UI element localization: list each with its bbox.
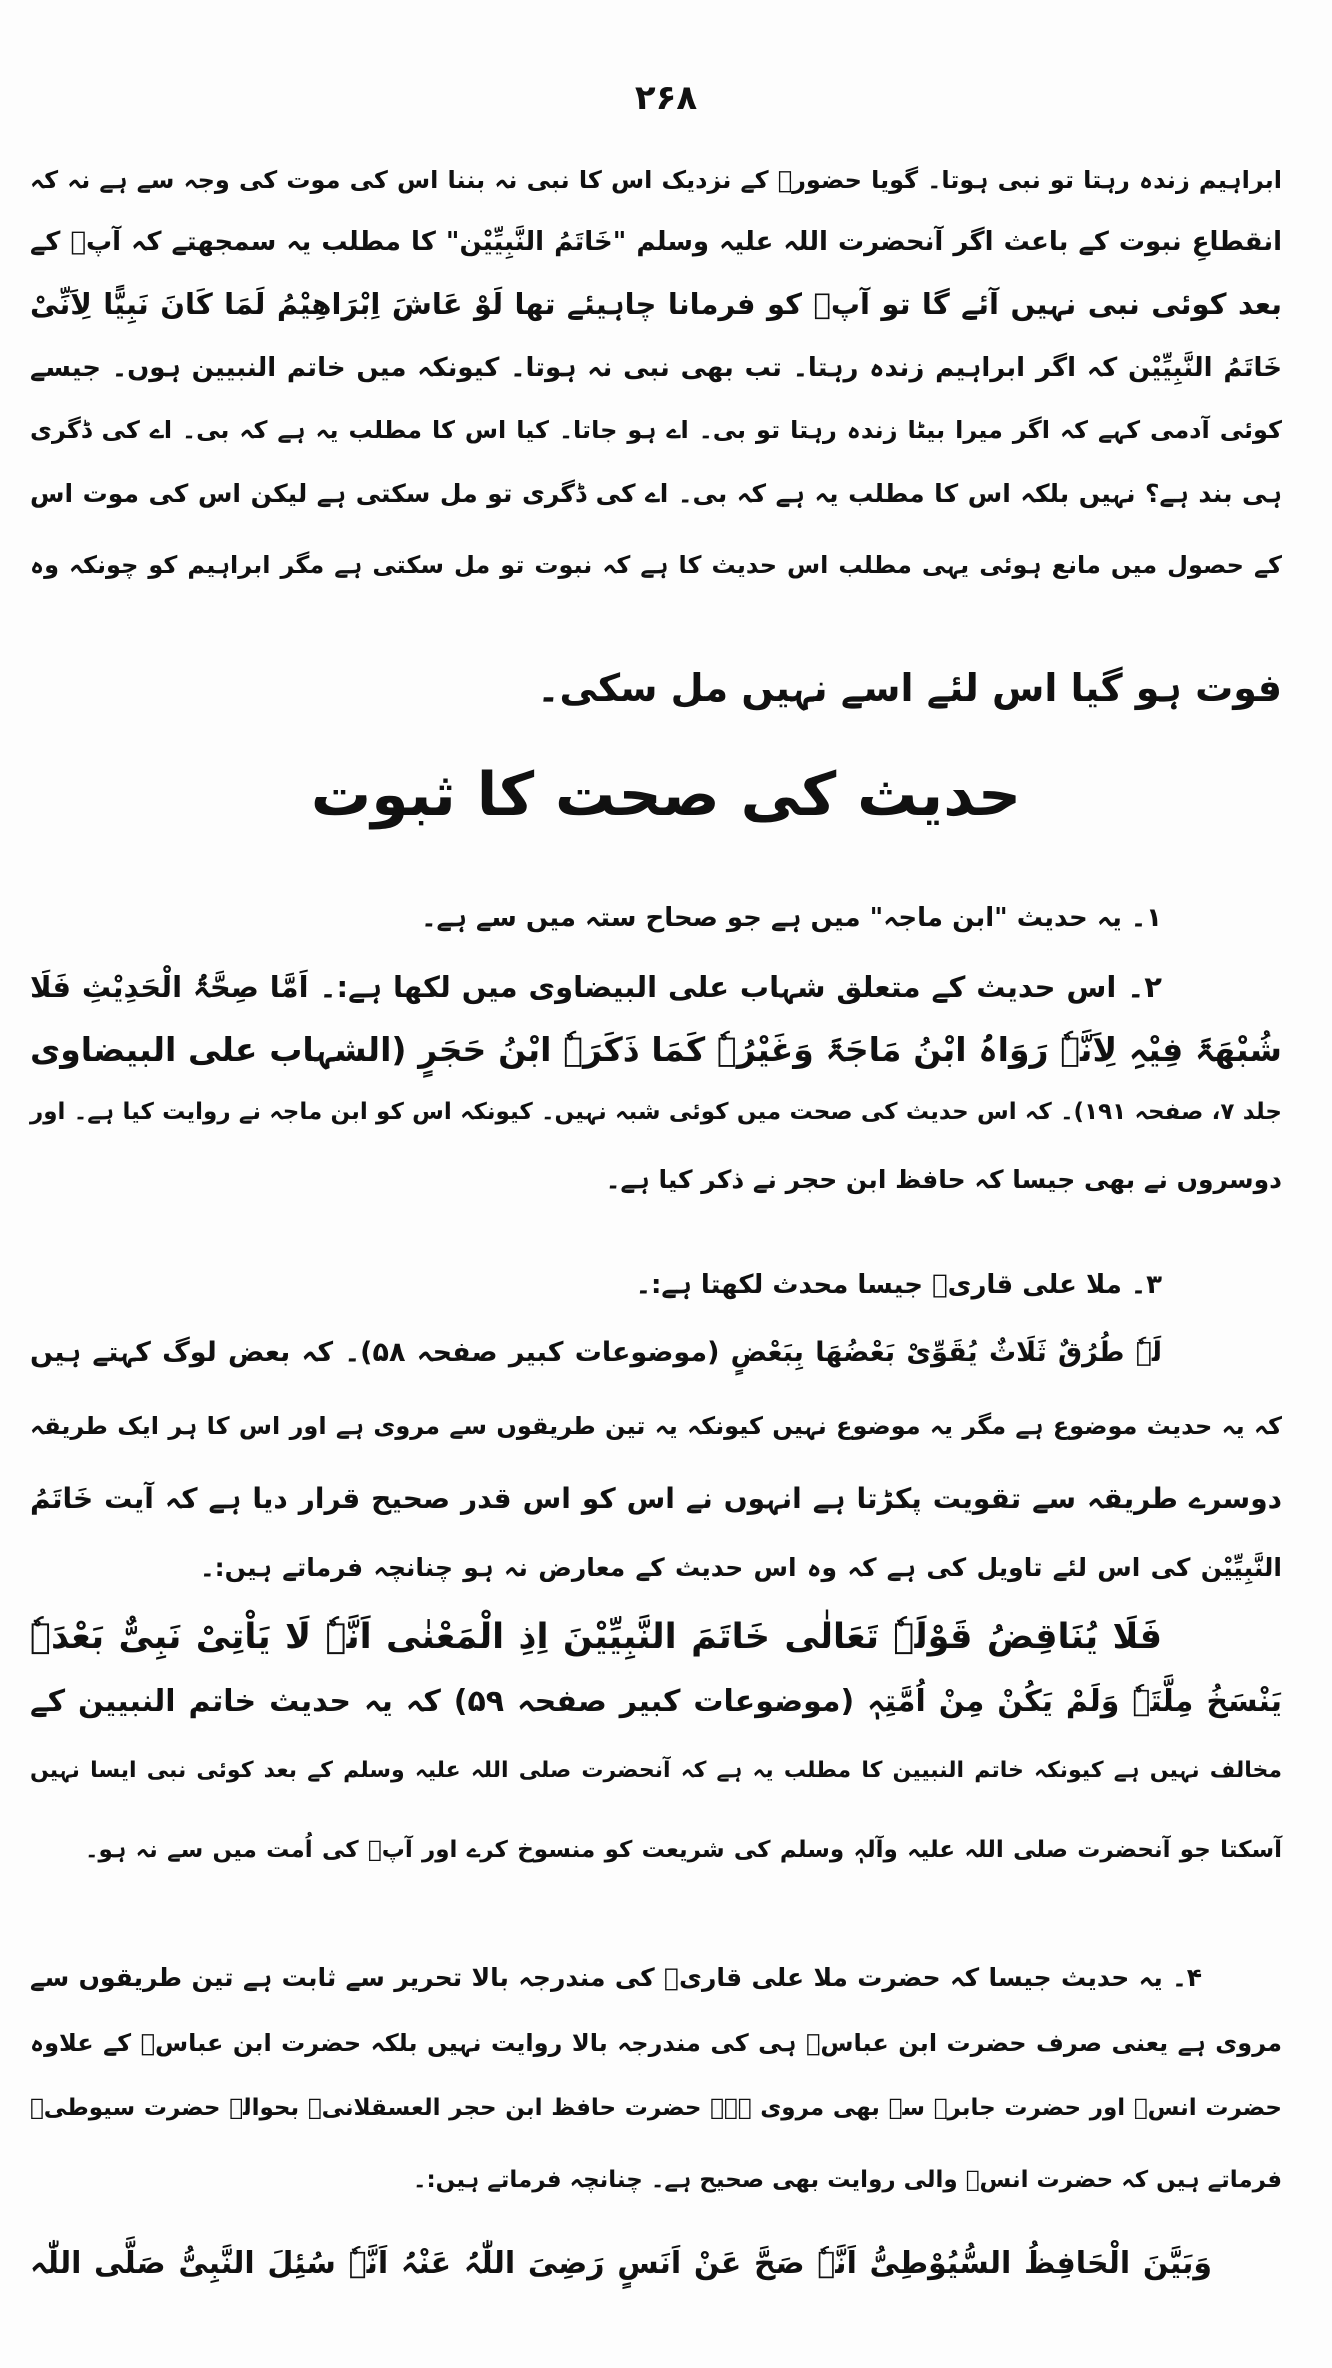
text-line: کے حصول میں مانع ہوئی یہی مطلب اس حدیث کا ہے کہ نبوت تو مل سکتی ہے مگر ابراہیم کو چونکہ وہ xyxy=(30,551,1282,579)
list-item-1: ۱۔ یہ حدیث "ابن ماجہ" میں ہے جو صحاح ستہ میں سے ہے۔ xyxy=(421,903,1162,933)
arabic-quote-line: فَلَا یُنَاقِضُ قَوْلَہٗ تَعَالٰی خَاتَمَ النَّبِیِّیْنَ اِذِ الْمَعْنٰی اَنَّہٗ لَا یَاْتِیْ نَبِیٌّ بَعْدَہٗ xyxy=(30,1617,1162,1657)
text-line: مخالف نہیں ہے کیونکہ خاتم النبیین کا مطلب یہ ہے کہ آنحضرت صلی اللہ علیہ وسلم کے بعد کوئی نبی ایسا نہیں xyxy=(30,1758,1282,1783)
text-line: مروی ہے یعنی صرف حضرت ابن عباسؓ ہی کی مندرجہ بالا روایت نہیں بلکہ حضرت ابن عباسؓ کے علاوہ xyxy=(30,2029,1282,2057)
text-line: کہ یہ حدیث موضوع ہے مگر یہ موضوع نہیں کیونکہ یہ تین طریقوں سے مروی ہے اور اس کا ہر ایک طریقہ xyxy=(30,1412,1282,1440)
text-line: ہی بند ہے؟ نہیں بلکہ اس کا مطلب یہ ہے کہ بی۔ اے کی ڈگری تو مل سکتی ہے لیکن اس کی موت اس xyxy=(30,479,1282,508)
text-line: النَّبِیِّیْن کی اس لئے تاویل کی ہے کہ وہ اس حدیث کے معارض نہ ہو چنانچہ فرماتے ہیں:۔ xyxy=(200,1553,1282,1582)
list-item-2: ۲۔ اس حدیث کے متعلق شہاب علی البیضاوی میں لکھا ہے:۔ اَمَّا صِحَّۃُ الْحَدِیْثِ فَلَا xyxy=(30,970,1162,1004)
list-item-3: ۳۔ ملا علی قاریؒ جیسا محدث لکھتا ہے:۔ xyxy=(635,1270,1162,1300)
text-line: دوسروں نے بھی جیسا کہ حافظ ابن حجر نے ذکر کیا ہے۔ xyxy=(605,1165,1282,1194)
text-line: لَہٗ طُرُقٌ ثَلَاثٌ یُقَوِّیْ بَعْضُھَا بِبَعْضٍ (موضوعات کبیر صفحہ ۵۸)۔ کہ بعض لوگ کہتے ہیں xyxy=(30,1337,1162,1368)
text-line: حضرت انسؓ اور حضرت جابرؓ سے بھی مروی ہے۔ حضرت حافظ ابن حجر العسقلانیؒ بحوالہ حضرت سیوطیؒ xyxy=(30,2095,1282,2121)
text-line: خَاتَمُ النَّبِیِّیْن کہ اگر ابراہیم زندہ رہتا۔ تب بھی نبی نہ ہوتا۔ کیونکہ میں خاتم النبیین ہوں۔ جیسے xyxy=(30,353,1282,383)
text-line: فوت ہو گیا اس لئے اسے نہیں مل سکی۔ xyxy=(537,666,1282,710)
text-line: کوئی آدمی کہے کہ اگر میرا بیٹا زندہ رہتا تو بی۔ اے ہو جاتا۔ کیا اس کا مطلب یہ ہے کہ بی۔ اے کی ڈگری xyxy=(30,416,1282,444)
text-line: آسکتا جو آنحضرت صلی اللہ علیہ وآلہٖ وسلم کی شریعت کو منسوخ کرے اور آپؐ کی اُمت میں سے نہ ہو۔ xyxy=(85,1837,1282,1863)
arabic-quote-line: وَبَیَّنَ الْحَافِظُ السُّیُوْطِیُّ اَنَّہٗ صَحَّ عَنْ اَنَسٍ رَضِیَ اللّٰہُ عَنْہُ اَنَّہٗ سُئِلَ النَّبِیُّ صَلَّی اللّٰہ xyxy=(30,2246,1212,2281)
text-line: فرماتے ہیں کہ حضرت انسؓ والی روایت بھی صحیح ہے۔ چنانچہ فرماتے ہیں:۔ xyxy=(412,2167,1282,2193)
text-line: انقطاعِ نبوت کے باعث اگر آنحضرت اللہ علیہ وسلم "خَاتَمُ النَّبِیِّیْن" کا مطلب یہ سمجھتے کہ آپؐ کے xyxy=(30,227,1282,257)
page-number: ۲۶۸ xyxy=(634,78,698,118)
text-line: جلد ۷، صفحہ ۱۹۱)۔ کہ اس حدیث کی صحت میں کوئی شبہ نہیں۔ کیونکہ اس کو ابن ماجہ نے روایت کیا ہے۔ اور xyxy=(30,1099,1282,1125)
text-line: بعد کوئی نبی نہیں آئے گا تو آپؐ کو فرمانا چاہیئے تھا لَوْ عَاشَ اِبْرَاھِیْمُ لَمَا کَانَ نَبِیًّا لِاَنِّیْ xyxy=(30,287,1282,321)
text-line: دوسرے طریقہ سے تقویت پکڑتا ہے انہوں نے اس کو اس قدر صحیح قرار دیا ہے کہ آیت خَاتَمُ xyxy=(30,1482,1282,1515)
list-item-4: ۴۔ یہ حدیث جیسا کہ حضرت ملا علی قاریؒ کی مندرجہ بالا تحریر سے ثابت ہے تین طریقوں سے xyxy=(30,1963,1202,1992)
text-line: شُبْھَۃَ فِیْہِ لِاَنَّہٗ رَوَاہُ ابْنُ مَاجَۃَ وَغَیْرُہٗ کَمَا ذَکَرَہٗ ابْنُ حَجَرٍ (الشہاب علی البیضاوی xyxy=(30,1030,1282,1069)
text-line: یَنْسَخُ مِلَّتَہٗ وَلَمْ یَکُنْ مِنْ اُمَّتِہٖ (موضوعات کبیر صفحہ ۵۹) کہ یہ حدیث خاتم النبیین کے xyxy=(30,1684,1282,1719)
text-line: ابراہیم زندہ رہتا تو نبی ہوتا۔ گویا حضورؐ کے نزدیک اس کا نبی نہ بننا اس کی موت کی وجہ سے ہے نہ کہ xyxy=(30,166,1282,194)
section-heading: حدیث کی صحت کا ثبوت xyxy=(310,760,1022,830)
